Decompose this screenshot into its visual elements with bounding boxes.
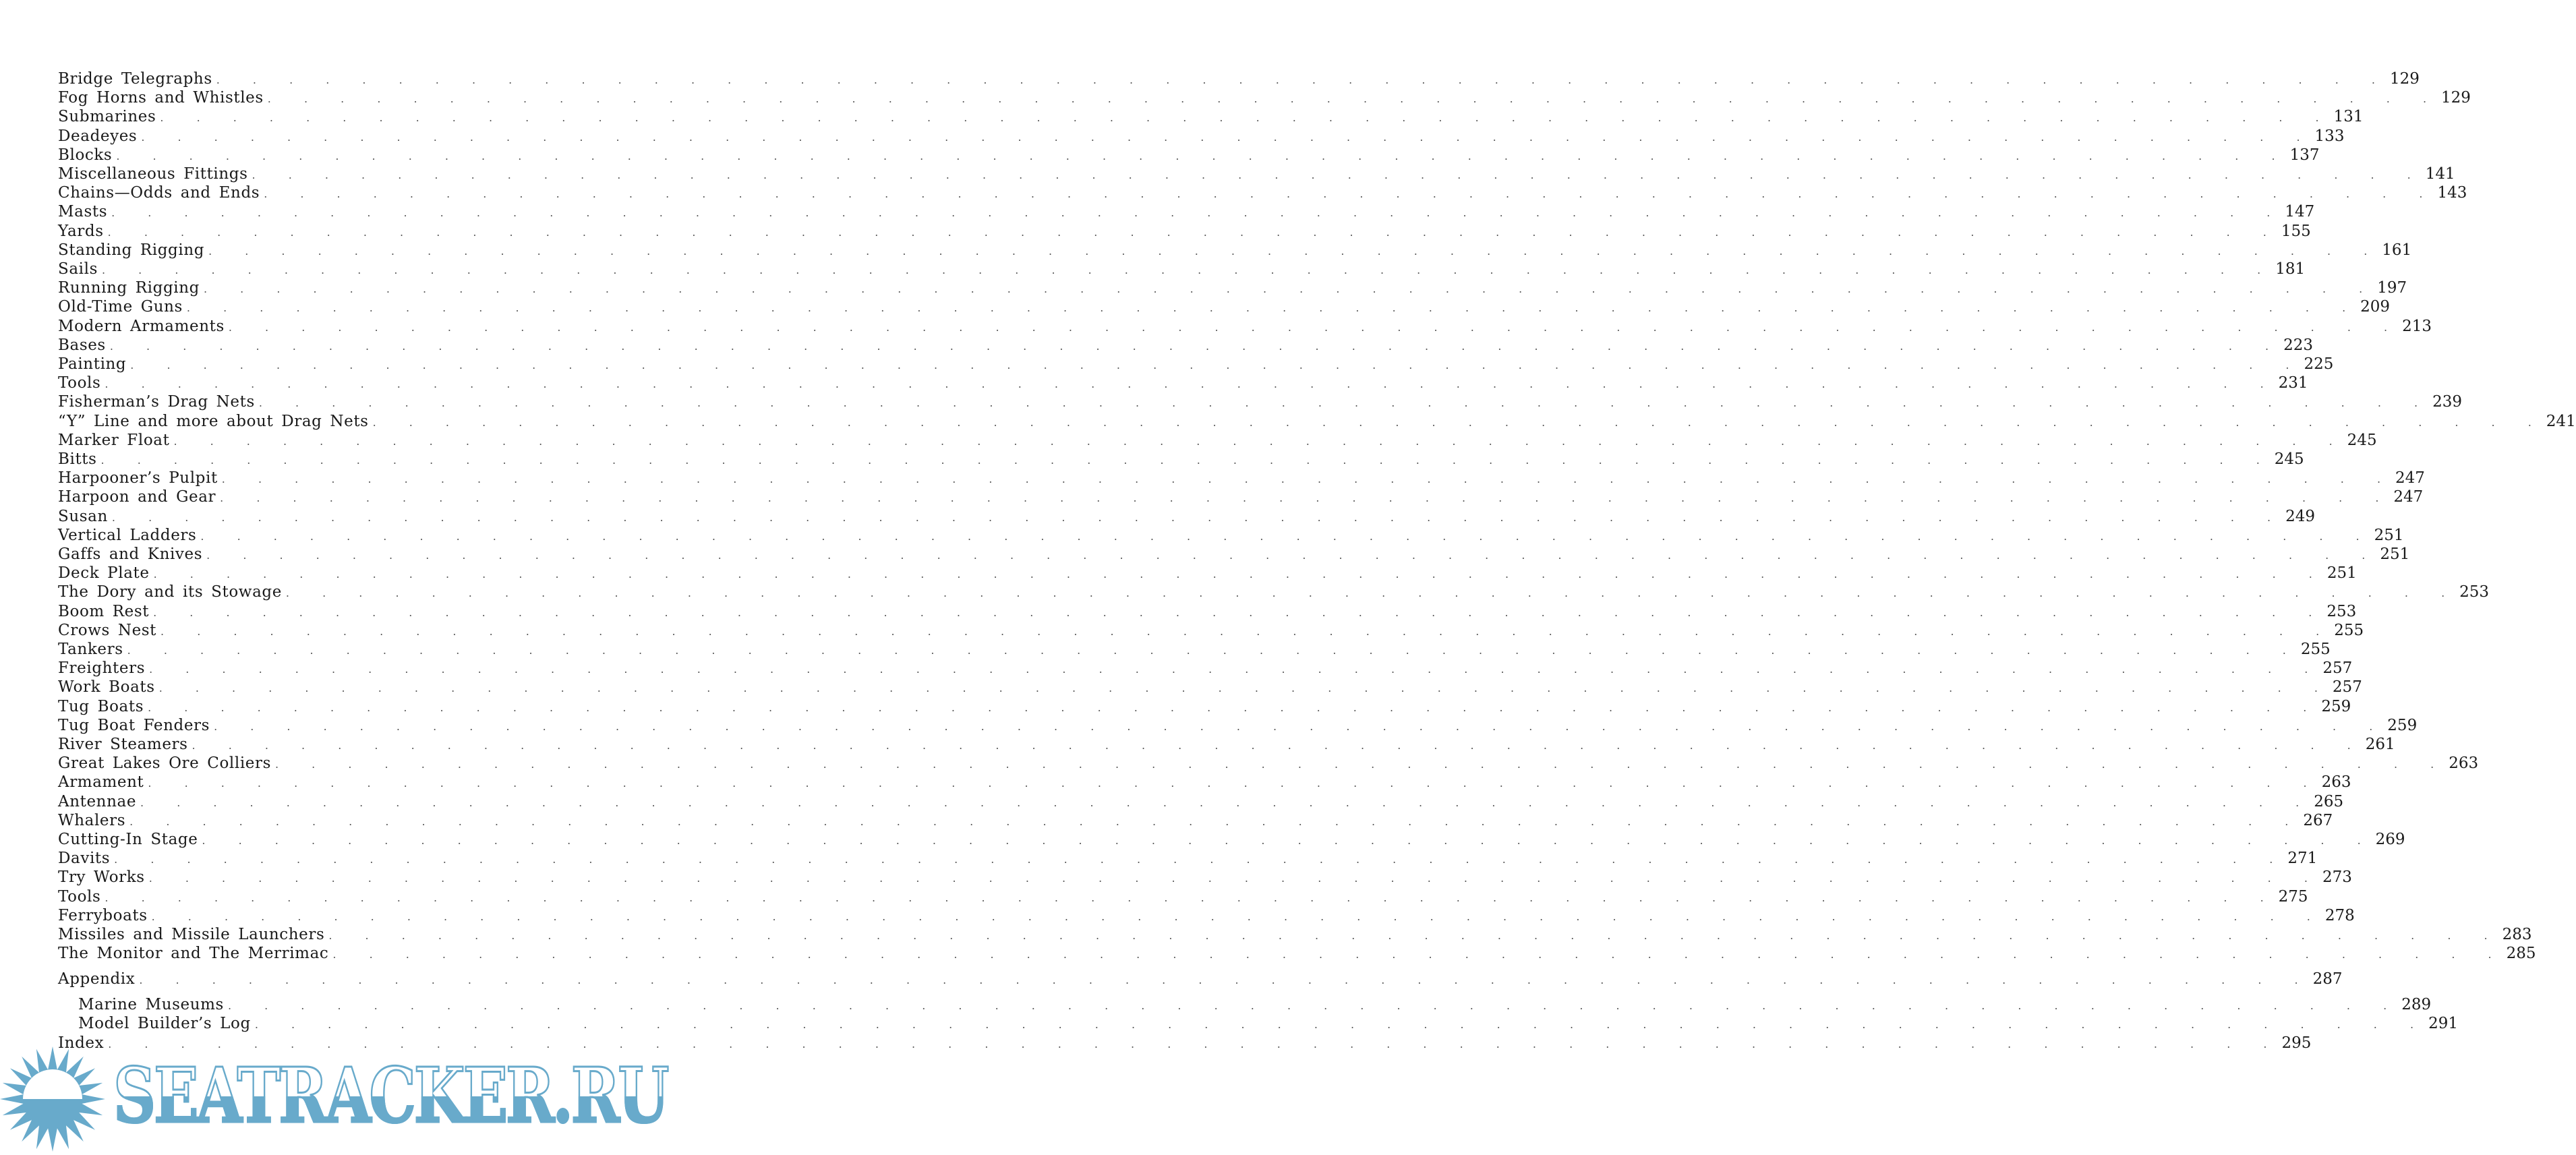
toc-entry [58, 564, 2357, 583]
toc-entry [58, 317, 2432, 336]
entry-title: Masts [58, 203, 108, 221]
dot-leader: . . . . . . . . . . . . . . . . . . . . . . . . . . . . . . . . . . . . . . . . . . . . . . . . . . . . . . . . . . . . [202, 834, 2376, 847]
entry-page-number: 181 [2275, 260, 2306, 278]
entry-title: Chains—Odds and Ends [58, 184, 260, 202]
entry-title: Appendix [58, 970, 136, 988]
entry-title: Modern Armaments [58, 317, 225, 335]
entry-page-number: 247 [2395, 469, 2425, 487]
entry-page-number: 155 [2281, 222, 2311, 240]
entry-page-number: 251 [2326, 564, 2357, 583]
entry-page-number: 289 [2401, 996, 2432, 1013]
entry-title: Cutting-In Stage [58, 831, 198, 848]
entry-page-number: 133 [2314, 127, 2345, 145]
dot-leader: . . . . . . . . . . . . . . . . . . . . . . . . . . . . . . . . . . . . . . . . . . . . . . . . . . . . . . . . . . . . [107, 225, 2281, 239]
dot-leader: . . . . . . . . . . . . . . . . . . . . . . . . . . . . . . . . . . . . . . . . . . . . . . . . . . . . . . . . . . . . [158, 682, 2333, 695]
entry-page-number: 275 [2278, 887, 2308, 906]
toc-entry [58, 735, 2395, 754]
toc-entry [58, 754, 2479, 773]
toc-entry [58, 887, 2308, 906]
entry-page-number: 131 [2333, 108, 2364, 126]
toc-entry [58, 88, 2471, 107]
entry-title: Try Works [58, 868, 145, 887]
dot-leader: . . . . . . . . . . . . . . . . . . . . . . . . . . . . . . . . . . . . . . . . . . . . . . . . . . . . . . . . . . . . [111, 206, 2285, 220]
toc-entry [58, 659, 2353, 678]
entry-title: Fog Horns and Whistles [58, 89, 264, 107]
dot-leader: . . . . . . . . . . . . . . . . . . . . . . . . . . . . . . . . . . . . . . . . . . . . . . . . . . . . . . . . . . . . [148, 701, 2322, 714]
entry-title: Harpoon and Gear [58, 488, 216, 506]
entry-page-number: 257 [2322, 659, 2353, 678]
entry-page-number: 231 [2278, 374, 2308, 392]
toc-entry [58, 925, 2532, 944]
entry-title: Painting [58, 355, 127, 373]
entry-title: Great Lakes Ore Colliers [58, 754, 271, 773]
dot-leader: . . . . . . . . . . . . . . . . . . . . . . . . . . . . . . . . . . . . . . . . . . . . . . . . . . . . . . . . . . . . [160, 111, 2334, 125]
toc-entry [58, 107, 2364, 126]
entry-page-number: 253 [2459, 583, 2490, 601]
entry-page-number: 278 [2324, 906, 2355, 924]
entry-title: Tug Boats [58, 697, 144, 715]
entry-page-number: 267 [2303, 811, 2333, 829]
dot-leader: . . . . . . . . . . . . . . . . . . . . . . . . . . . . . . . . . . . . . . . . . . . . . . . . . . . . . . . . . . . . [116, 149, 2290, 162]
toc-entry [58, 507, 2316, 526]
toc-entry [58, 146, 2320, 165]
entry-page-number: 259 [2321, 697, 2351, 715]
dot-leader: . . . . . . . . . . . . . . . . . . . . . . . . . . . . . . . . . . . . . . . . . . . . . . . . . . . . . . . . . . . . [227, 999, 2402, 1012]
entry-title: Old-Time Guns [58, 298, 183, 316]
toc-entry [58, 849, 2318, 868]
entry-title: Bases [58, 336, 106, 354]
entry-title: Marine Museums [78, 996, 224, 1013]
entry-title: Vertical Ladders [58, 526, 197, 544]
dot-leader: . . . . . . . . . . . . . . . . . . . . . . . . . . . . . . . . . . . . . . . . . . . . . . . . . . . . . . . . . . . . [264, 187, 2438, 201]
toc-entry [58, 260, 2306, 278]
dot-leader: . . . . . . . . . . . . . . . . . . . . . . . . . . . . . . . . . . . . . . . . . . . . . . . . . . . . . . . . . . . . [149, 663, 2323, 676]
dot-leader: . . . . . . . . . . . . . . . . . . . . . . . . . . . . . . . . . . . . . . . . . . . . . . . . . . . . . . . . . . . . [139, 974, 2313, 986]
entry-title: Bitts [58, 450, 97, 468]
entry-title: Bridge Telegraphs [58, 70, 212, 88]
toc-entry [58, 69, 2420, 88]
entry-page-number: 245 [2274, 450, 2304, 468]
entry-page-number: 161 [2382, 241, 2412, 259]
dot-leader: . . . . . . . . . . . . . . . . . . . . . . . . . . . . . . . . . . . . . . . . . . . . . . . . . . . . . . . . . . . . [332, 948, 2507, 961]
dot-leader: . . . . . . . . . . . . . . . . . . . . . . . . . . . . . . . . . . . . . . . . . . . . . . . . . . . . . . . . . . . . [228, 320, 2403, 334]
entry-title: Crows Nest [58, 621, 157, 639]
toc-entry [58, 621, 2364, 640]
entry-page-number: 271 [2287, 850, 2318, 868]
dot-leader: . . . . . . . . . . . . . . . . . . . . . . . . . . . . . . . . . . . . . . . . . . . . . . . . . . . . . . . . . . . . [186, 301, 2361, 315]
toc-entry [58, 336, 2313, 355]
entry-title: River Steamers [58, 736, 188, 753]
entry-page-number: 259 [2387, 716, 2418, 734]
dot-leader: . . . . . . . . . . . . . . . . . . . . . . . . . . . . . . . . . . . . . . . . . . . . . . . . . . . . . . . . . . . . [141, 130, 2315, 144]
dot-leader: . . . . . . . . . . . . . . . . . . . . . . . . . . . . . . . . . . . . . . . . . . . . . . . . . . . . . . . . . . . . [254, 1018, 2429, 1031]
dot-leader: . . . . . . . . . . . . . . . . . . . . . . . . . . . . . . . . . . . . . . . . . . . . . . . . . . . . . . . . . . . . [173, 434, 2347, 448]
dot-leader: . . . . . . . . . . . . . . . . . . . . . . . . . . . . . . . . . . . . . . . . . . . . . . . . . . . . . . . . . . . . [148, 872, 2322, 885]
entry-page-number: 249 [2285, 507, 2316, 525]
toc-entry [58, 412, 2576, 431]
entry-title: Missiles and Missile Launchers [58, 926, 325, 943]
entry-title: Blocks [58, 146, 113, 164]
dot-leader: . . . . . . . . . . . . . . . . . . . . . . . . . . . . . . . . . . . . . . . . . . . . . . . . . . . . . . . . . . . . [285, 587, 2460, 600]
entry-page-number: 265 [2314, 792, 2344, 810]
toc-entry [58, 431, 2377, 450]
dot-leader: . . . . . . . . . . . . . . . . . . . . . . . . . . . . . . . . . . . . . . . . . . . . . . . . . . . . . . . . . . . . [192, 739, 2366, 752]
entry-title: Freighters [58, 659, 146, 678]
entry-page-number: 223 [2283, 336, 2313, 354]
entry-title: Yards [58, 222, 104, 240]
dot-leader: . . . . . . . . . . . . . . . . . . . . . . . . . . . . . . . . . . . . . . . . . . . . . . . . . . . . . . . . . . . . [140, 796, 2314, 809]
entry-title: Model Builder’s Log [78, 1015, 251, 1032]
dot-leader: . . . . . . . . . . . . . . . . . . . . . . . . . . . . . . . . . . . . . . . . . . . . . . . . . . . . . . . . . . . . [151, 910, 2325, 923]
dot-leader: . . . . . . . . . . . . . . . . . . . . . . . . . . . . . . . . . . . . . . . . . . . . . . . . . . . . . . . . . . . . [129, 815, 2304, 828]
entry-title: Fisherman’s Drag Nets [58, 393, 255, 411]
toc-entry [58, 944, 2536, 963]
toc-entry [58, 374, 2308, 392]
dot-leader: . . . . . . . . . . . . . . . . . . . . . . . . . . . . . . . . . . . . . . . . . . . . . . . . . . . . . . . . . . . . [206, 549, 2380, 562]
entry-title: Susan [58, 507, 108, 525]
entry-page-number: 209 [2360, 298, 2391, 316]
dot-leader: . . . . . . . . . . . . . . . . . . . . . . . . . . . . . . . . . . . . . . . . . . . . . . . . . . . . . . . . . . . . [216, 73, 2390, 86]
entry-page-number: 213 [2402, 317, 2432, 335]
dot-leader: . . . . . . . . . . . . . . . . . . . . . . . . . . . . . . . . . . . . . . . . . . . . . . . . . . . . . . . . . . . . [153, 568, 2327, 581]
dot-leader: . . . . . . . . . . . . . . . . . . . . . . . . . . . . . . . . . . . . . . . . . . . . . . . . . . . . . . . . . . . . [127, 644, 2301, 657]
entry-page-number: 129 [2389, 70, 2420, 88]
toc-entry [58, 830, 2405, 849]
toc-entry [58, 241, 2412, 260]
dot-leader: . . . . . . . . . . . . . . . . . . . . . . . . . . . . . . . . . . . . . . . . . . . . . . . . . . . . . . . . . . . . [108, 1038, 2282, 1050]
entry-title: Submarines [58, 108, 156, 126]
toc-entry [78, 1014, 2458, 1033]
entry-page-number: 285 [2506, 945, 2536, 963]
entry-page-number: 247 [2393, 488, 2424, 506]
dot-leader: . . . . . . . . . . . . . . . . . . . . . . . . . . . . . . . . . . . . . . . . . . . . . . . . . . . . . . . . . . . . [160, 624, 2335, 638]
toc-entry [58, 469, 2425, 487]
entry-page-number: 143 [2437, 184, 2467, 202]
entry-page-number: 287 [2312, 970, 2343, 988]
dot-leader: . . . . . . . . . . . . . . . . . . . . . . . . . . . . . . . . . . . . . . . . . . . . . . . . . . . . . . . . . . . . [208, 244, 2382, 258]
entry-title: Whalers [58, 811, 126, 829]
dot-leader: . . . . . . . . . . . . . . . . . . . . . . . . . . . . . . . . . . . . . . . . . . . . . . . . . . . . . . . . . . . . [203, 283, 2378, 296]
dot-leader: . . . . . . . . . . . . . . . . . . . . . . . . . . . . . . . . . . . . . . . . . . . . . . . . . . . . . . . . . . . . [105, 891, 2279, 904]
dot-leader: . . . . . . . . . . . . . . . . . . . . . . . . . . . . . . . . . . . . . . . . . . . . . . . . . . . . . . . . . . . . [109, 339, 2284, 353]
entry-title: Work Boats [58, 678, 155, 697]
dot-leader: . . . . . . . . . . . . . . . . . . . . . . . . . . . . . . . . . . . . . . . . . . . . . . . . . . . . . . . . . . . . [258, 396, 2433, 410]
dot-leader: . . . . . . . . . . . . . . . . . . . . . . . . . . . . . . . . . . . . . . . . . . . . . . . . . . . . . . . . . . . . [221, 473, 2396, 486]
entry-title: Miscellaneous Fittings [58, 165, 248, 183]
dot-leader: . . . . . . . . . . . . . . . . . . . . . . . . . . . . . . . . . . . . . . . . . . . . . . . . . . . . . . . . . . . . [372, 415, 2546, 429]
toc-entry [58, 792, 2344, 811]
toc-entry [58, 127, 2345, 146]
entry-title: Standing Rigging [58, 241, 205, 259]
dot-leader: . . . . . . . . . . . . . . . . . . . . . . . . . . . . . . . . . . . . . . . . . . . . . . . . . . . . . . . . . . . . [100, 454, 2275, 467]
toc-entry [58, 773, 2351, 792]
entry-page-number: 225 [2304, 355, 2334, 373]
toc-entry [58, 640, 2331, 659]
entry-title: The Monitor and The Merrimac [58, 945, 329, 963]
entry-page-number: 137 [2289, 146, 2320, 164]
entry-title: Armament [58, 773, 144, 792]
dot-leader: . . . . . . . . . . . . . . . . . . . . . . . . . . . . . . . . . . . . . . . . . . . . . . . . . . . . . . . . . . . . [101, 264, 2276, 276]
dot-leader: . . . . . . . . . . . . . . . . . . . . . . . . . . . . . . . . . . . . . . . . . . . . . . . . . . . . . . . . . . . . [220, 492, 2394, 505]
toc-entry [58, 811, 2333, 830]
entry-page-number: 129 [2441, 89, 2471, 107]
toc-entry [58, 583, 2490, 601]
entry-page-number: 295 [2281, 1034, 2312, 1052]
entry-page-number: 273 [2322, 868, 2352, 887]
dot-leader: . . . . . . . . . . . . . . . . . . . . . . . . . . . . . . . . . . . . . . . . . . . . . . . . . . . . . . . . . . . . [130, 359, 2304, 372]
entry-page-number: 253 [2326, 602, 2357, 620]
dot-leader: . . . . . . . . . . . . . . . . . . . . . . . . . . . . . . . . . . . . . . . . . . . . . . . . . . . . . . . . . . . . [275, 758, 2449, 771]
dot-leader: . . . . . . . . . . . . . . . . . . . . . . . . . . . . . . . . . . . . . . . . . . . . . . . . . . . . . . . . . . . . [252, 169, 2426, 181]
toc-entry [58, 165, 2455, 183]
dot-leader: . . . . . . . . . . . . . . . . . . . . . . . . . . . . . . . . . . . . . . . . . . . . . . . . . . . . . . . . . . . . [214, 719, 2388, 733]
toc-entry [58, 355, 2334, 374]
entry-title: Index [58, 1034, 105, 1052]
entry-page-number: 291 [2428, 1015, 2458, 1032]
dot-leader: . . . . . . . . . . . . . . . . . . . . . . . . . . . . . . . . . . . . . . . . . . . . . . . . . . . . . . . . . . . . [267, 92, 2442, 106]
dot-leader: . . . . . . . . . . . . . . . . . . . . . . . . . . . . . . . . . . . . . . . . . . . . . . . . . . . . . . . . . . . . [148, 777, 2322, 790]
entry-title: Tankers [58, 641, 123, 658]
entry-page-number: 263 [2321, 773, 2351, 792]
watermark-text: SEATRACKER.RU [113, 1052, 668, 1140]
entry-page-number: 239 [2432, 393, 2463, 411]
entry-page-number: 255 [2334, 621, 2364, 639]
toc-entry [58, 602, 2357, 621]
entry-title: Marker Float [58, 431, 170, 449]
entry-title: Deadeyes [58, 127, 138, 145]
toc-entry [58, 183, 2467, 202]
entry-page-number: 283 [2502, 926, 2532, 943]
entry-title: Harpooner’s Pulpit [58, 469, 218, 487]
dot-leader: . . . . . . . . . . . . . . . . . . . . . . . . . . . . . . . . . . . . . . . . . . . . . . . . . . . . . . . . . . . . [153, 605, 2327, 619]
entry-page-number: 241 [2546, 412, 2576, 430]
toc-entry [58, 392, 2463, 411]
toc-entry [58, 278, 2407, 297]
dot-leader: . . . . . . . . . . . . . . . . . . . . . . . . . . . . . . . . . . . . . . . . . . . . . . . . . . . . . . . . . . . . [105, 378, 2279, 391]
toc-entry [58, 222, 2311, 241]
entry-page-number: 251 [2380, 545, 2410, 563]
entry-page-number: 245 [2347, 431, 2377, 449]
entry-page-number: 257 [2332, 678, 2362, 697]
entry-page-number: 141 [2425, 165, 2455, 183]
toc-entry [58, 868, 2352, 887]
toc-entry [58, 545, 2410, 564]
entry-title: Antennae [58, 792, 137, 810]
entry-title: Ferryboats [58, 906, 148, 924]
dot-leader: . . . . . . . . . . . . . . . . . . . . . . . . . . . . . . . . . . . . . . . . . . . . . . . . . . . . . . . . . . . . [111, 510, 2286, 524]
toc-entry [58, 970, 2343, 988]
entry-title: Gaffs and Knives [58, 545, 203, 563]
entry-page-number: 263 [2449, 754, 2479, 773]
entry-title: Running Rigging [58, 279, 200, 297]
entry-page-number: 147 [2285, 203, 2315, 221]
entry-page-number: 269 [2375, 831, 2405, 848]
toc-entry [58, 202, 2315, 221]
entry-title: Boom Rest [58, 602, 150, 620]
entry-title: Deck Plate [58, 564, 150, 583]
entry-title: Sails [58, 260, 98, 278]
entry-title: “Y” Line and more about Drag Nets [58, 412, 369, 430]
entry-page-number: 261 [2365, 736, 2395, 753]
dot-leader: . . . . . . . . . . . . . . . . . . . . . . . . . . . . . . . . . . . . . . . . . . . . . . . . . . . . . . . . . . . . [328, 929, 2502, 942]
dot-leader: . . . . . . . . . . . . . . . . . . . . . . . . . . . . . . . . . . . . . . . . . . . . . . . . . . . . . . . . . . . . [114, 853, 2288, 866]
entry-title: The Dory and its Stowage [58, 583, 282, 601]
toc-entry [58, 450, 2304, 469]
dot-leader: . . . . . . . . . . . . . . . . . . . . . . . . . . . . . . . . . . . . . . . . . . . . . . . . . . . . . . . . . . . . [200, 529, 2374, 543]
toc-entry [78, 995, 2432, 1014]
toc-entry [58, 526, 2404, 545]
toc-entry [58, 678, 2362, 697]
toc-entry [58, 716, 2418, 735]
entry-title: Davits [58, 850, 111, 868]
toc-entry [58, 906, 2355, 925]
entry-title: Tug Boat Fenders [58, 716, 210, 734]
entry-page-number: 251 [2374, 526, 2404, 544]
entry-page-number: 197 [2377, 279, 2407, 297]
entry-page-number: 255 [2300, 641, 2331, 658]
entry-title: Tools [58, 374, 101, 392]
toc-entry [58, 297, 2391, 316]
toc-entry [58, 487, 2424, 506]
entry-title: Tools [58, 887, 101, 906]
toc-entry [58, 697, 2351, 716]
